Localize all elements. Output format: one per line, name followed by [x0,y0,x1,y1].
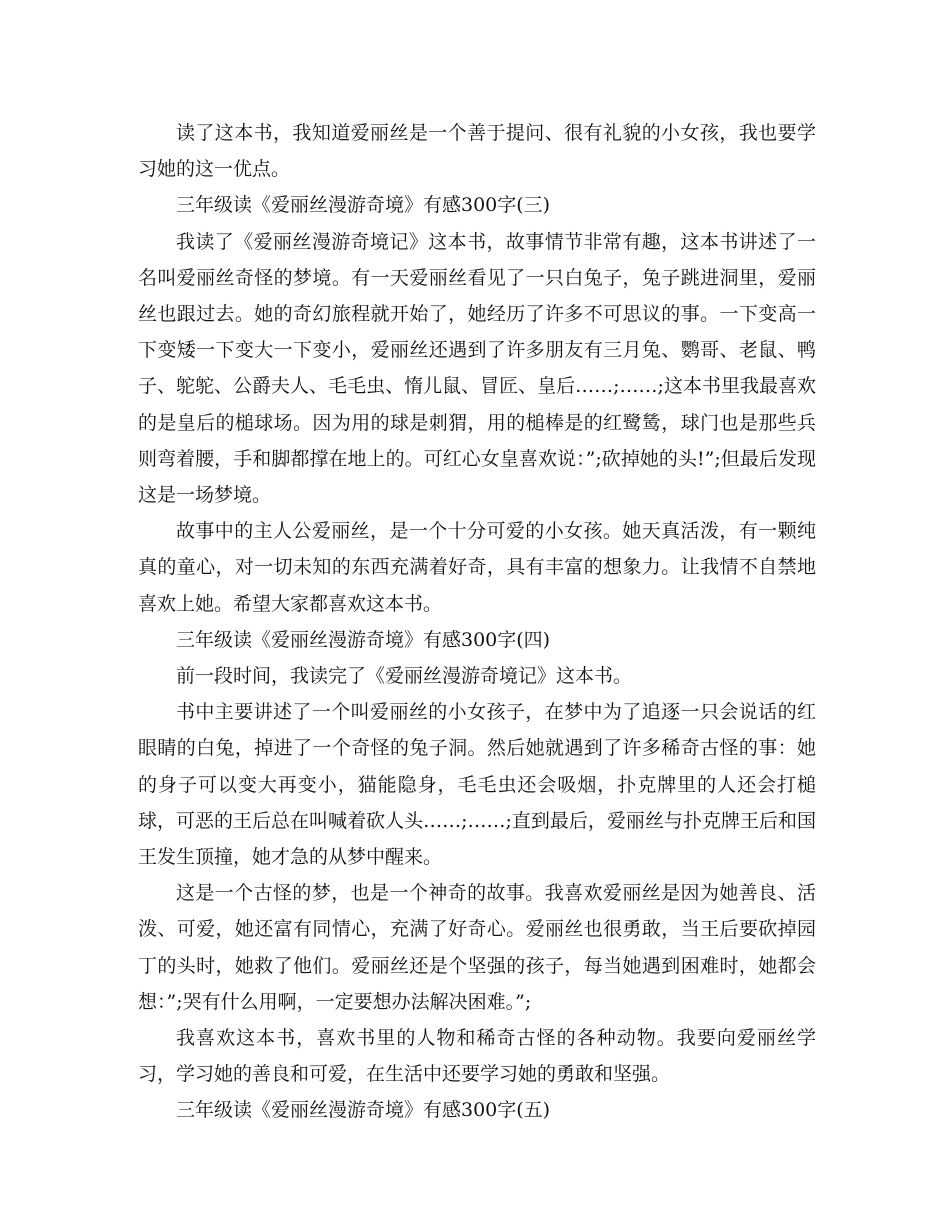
paragraph-closing: 我喜欢这本书，喜欢书里的人物和稀奇古怪的各种动物。我要向爱丽丝学习，学习她的善良和可爱，在生活中还要学习她的勇敢和坚强。 [138,1027,816,1086]
paragraph-opening: 前一段时间，我读完了《爱丽丝漫游奇境记》这本书。 [176,665,633,688]
paragraph-character: 故事中的主人公爱丽丝，是一个十分可爱的小女孩。她天真活泼，有一颗纯真的童心，对一切未知的东西充满着好奇，具有丰富的想象力。让我情不自禁地喜欢上她。希望大家都喜欢这本书。 [138,520,816,615]
section-heading-5: 三年级读《爱丽丝漫游奇境》有感300字(五) [176,1099,551,1122]
section-heading-4: 三年级读《爱丽丝漫游奇境》有感300字(四) [176,628,551,651]
paragraph-intro-conclusion: 读了这本书，我知道爱丽丝是一个善于提问、很有礼貌的小女孩，我也要学习她的这一优点。 [138,122,816,181]
section-heading-3: 三年级读《爱丽丝漫游奇境》有感300字(三) [176,194,551,217]
paragraph-reflection: 这是一个古怪的梦，也是一个神奇的故事。我喜欢爱丽丝是因为她善良、活泼、可爱，她还富有同情心，充满了好奇心。爱丽丝也很勇敢，当王后要砍掉园丁的头时，她救了他们。爱丽丝还是个坚强的孩子，每当她遇到困难时，她都会想：”;哭有什么用啊，一定要想办法解决困难。”; [138,882,816,1013]
paragraph-story-summary: 我读了《爱丽丝漫游奇境记》这本书，故事情节非常有趣，这本书讲述了一名叫爱丽丝奇怪的梦境。有一天爱丽丝看见了一只白兔子，兔子跳进洞里，爱丽丝也跟过去。她的奇幻旅程就开始了，她经历了许多不可思议的事。一下变高一下变矮一下变大一下变小，爱丽丝还遇到了许多朋友有三月兔、鹦哥、老鼠、鸭子、鸵鸵、公爵夫人、毛毛虫、惰儿鼠、冒匠、皇后……;……;这本书里我最喜欢的是皇后的槌球场。因为用的球是刺猬，用的槌棒是的红鹭鸶，球门也是那些兵则弯着腰，手和脚都撑在地上的。可红心女皇喜欢说：”;砍掉她的头!”;但最后发现这是一场梦境。 [138,230,816,507]
document-body [138,115,816,1129]
paragraph-plot: 书中主要讲述了一个叫爱丽丝的小女孩子，在梦中为了追逐一只会说话的红眼睛的白兔，掉进了一个奇怪的兔子洞。然后她就遇到了许多稀奇古怪的事：她的身子可以变大再变小，猫能隐身，毛毛虫还会吸烟，扑克牌里的人还会打槌球，可恶的王后总在叫喊着砍人头……;……;直到最后，爱丽丝与扑克牌王后和国王发生顶撞，她才急的从梦中醒来。 [138,701,816,869]
